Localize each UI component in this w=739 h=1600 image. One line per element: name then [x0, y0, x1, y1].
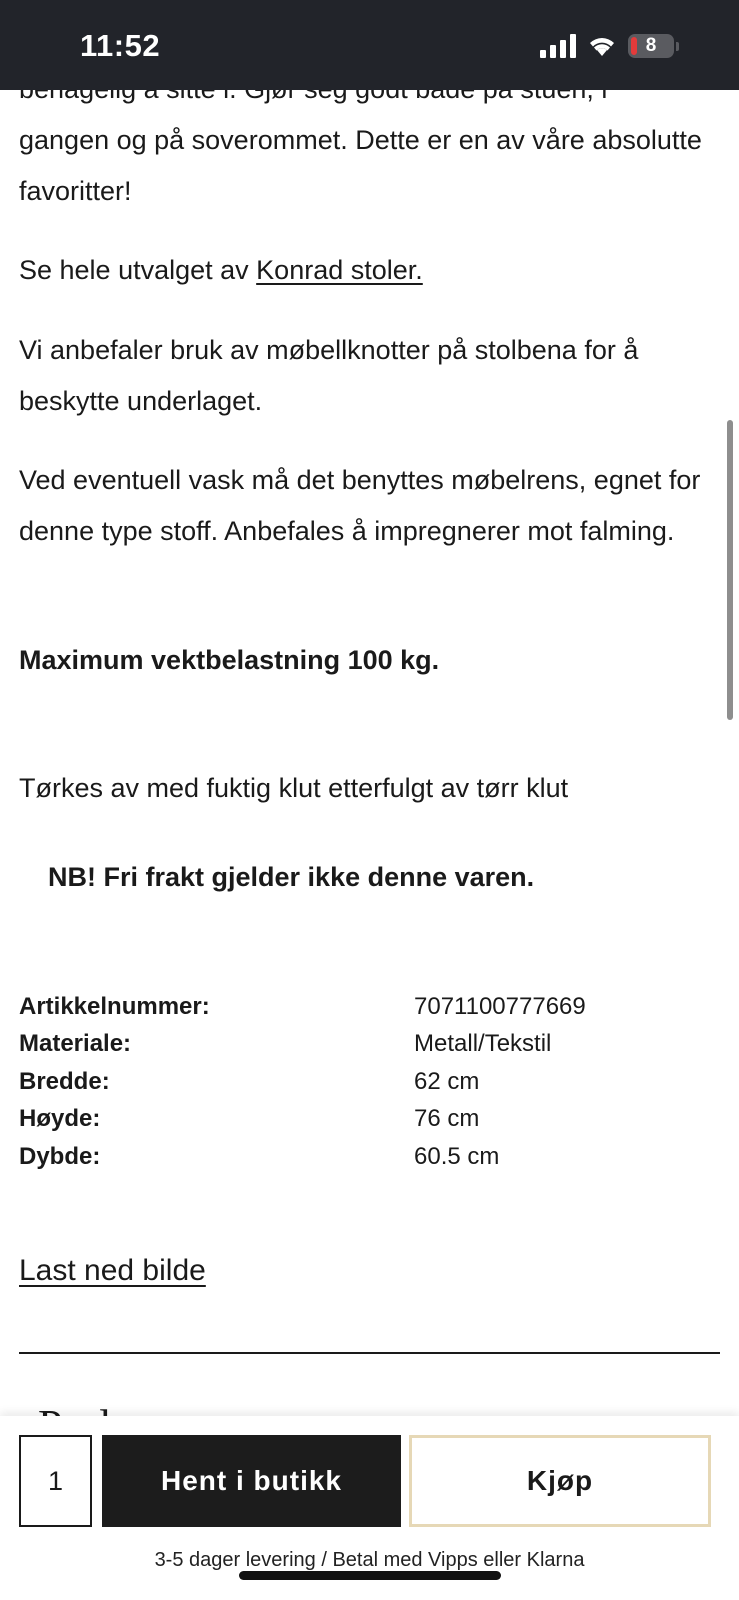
home-indicator[interactable] — [239, 1571, 501, 1580]
status-time: 11:52 — [80, 28, 161, 63]
download-image-link[interactable]: Last ned bilde — [19, 1254, 206, 1287]
collection-prefix: Se hele utvalget av — [19, 255, 257, 285]
quantity-input[interactable]: 1 — [19, 1435, 92, 1527]
spec-table — [19, 988, 719, 1176]
scrollbar[interactable] — [727, 420, 733, 720]
spec-row — [19, 988, 719, 1026]
max-load-text: Maximum vektbelastning 100 kg. — [19, 645, 440, 675]
pickup-in-store-button[interactable]: Hent i butikk — [102, 1435, 401, 1527]
furniture-pads-paragraph: Vi anbefaler bruk av møbellknotter på stolbena for å beskytte underlaget. — [19, 335, 639, 416]
spec-row — [19, 1026, 719, 1064]
spec-row — [19, 1063, 719, 1101]
battery-tip — [676, 42, 679, 51]
care-text: Tørkes av med fuktig klut etterfulgt av tørr klut — [19, 773, 569, 803]
battery-level: 8 — [645, 35, 657, 56]
status-bar — [0, 0, 739, 90]
buy-button[interactable]: Kjøp — [409, 1435, 711, 1527]
spec-value: Metall/Tekstil — [414, 1030, 552, 1058]
spec-value: 62 cm — [414, 1067, 480, 1095]
wifi-icon — [586, 34, 618, 58]
status-icons — [540, 34, 679, 58]
konrad-collection-link[interactable]: Konrad stoler. — [256, 255, 423, 285]
shipping-note: NB! Fri frakt gjelder ikke denne varen. — [48, 862, 535, 892]
spec-label: Artikkelnummer: — [19, 992, 210, 1020]
spec-row — [19, 1101, 719, 1139]
spec-label: Dybde: — [19, 1142, 101, 1170]
signal-icon — [540, 34, 576, 58]
delivery-info: 3-5 dager levering / Betal med Vipps eller Klarna — [154, 1549, 585, 1571]
description-paragraph: gangen og på soverommet. Dette er en av våre absolutte favoritter! — [19, 125, 702, 206]
spec-label: Høyde: — [19, 1105, 101, 1133]
spec-row — [19, 1138, 719, 1176]
spec-value: 7071100777669 — [414, 992, 586, 1020]
battery-icon — [628, 34, 674, 58]
collection-paragraph — [19, 245, 719, 296]
spec-value: 60.5 cm — [414, 1142, 500, 1170]
spec-label: Bredde: — [19, 1067, 110, 1095]
section-divider — [19, 1352, 720, 1354]
spec-label: Materiale: — [19, 1030, 132, 1058]
spec-value: 76 cm — [414, 1105, 480, 1133]
washing-paragraph: Ved eventuell vask må det benyttes møbelrens, egnet for denne type stoff. Anbefales å impregnerer mot falming. — [19, 465, 701, 546]
